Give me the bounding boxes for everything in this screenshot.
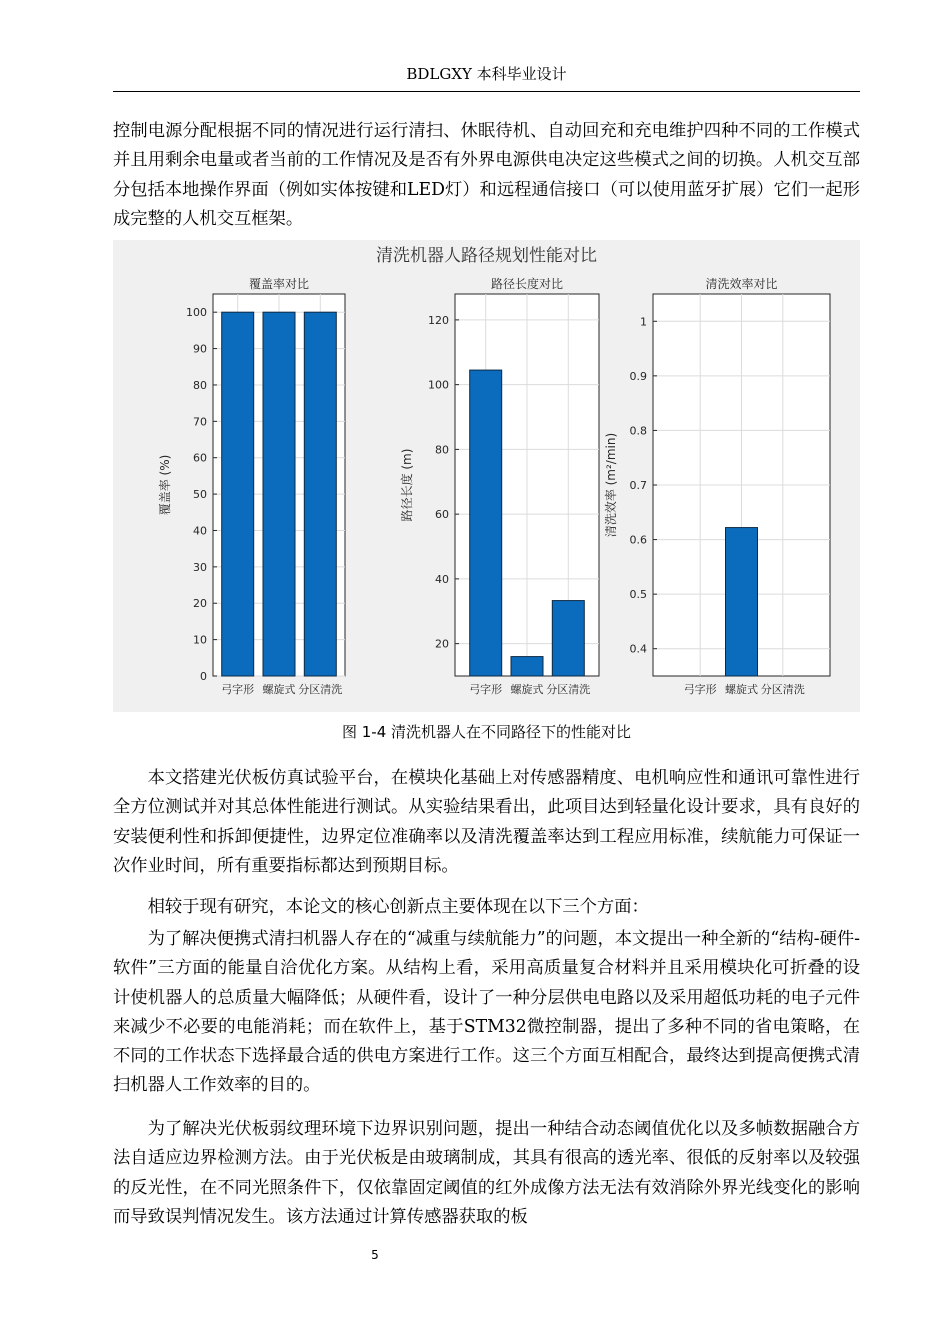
subplot-0-xtick-label-1: 螺旋式: [262, 683, 296, 696]
subplot-0-title: 覆盖率对比: [248, 277, 310, 291]
subplot-0-ytick-label-6: 60: [193, 451, 207, 465]
subplot-1-title: 路径长度对比: [490, 277, 564, 291]
chart-svg: [113, 240, 860, 712]
running-header: BDLGXY 本科毕业设计: [406, 65, 567, 83]
header-rule: [113, 91, 860, 92]
subplot-2-ytick-label-1: 0.5: [629, 588, 647, 602]
page-number: 5: [371, 1248, 379, 1262]
paragraph-2: 本文搭建光伏板仿真试验平台，在模块化基础上对传感器精度、电机响应性和通讯可靠性进行全方位测试并对其总体性能进行测试。从实验结果看出，此项目达到轻量化设计要求，具有良好的安装便利性和拆卸便捷性，边界定位准确率以及清洗覆盖率达到工程应用标准，续航能力可保证一次作业时间，所有重要指标都达到预期目标。: [113, 768, 860, 876]
chart-title: 清洗机器人路径规划性能对比: [376, 246, 597, 266]
subplot-2-xtick-label-2: 分区清洗: [760, 683, 805, 696]
subplot-0-ytick-label-4: 40: [193, 524, 207, 538]
subplot-2-xtick-label-1: 螺旋式: [725, 683, 758, 696]
subplot-1-bar-0: [470, 370, 502, 676]
subplot-2-ytick-label-4: 0.8: [629, 424, 647, 438]
subplot-2-ytick-label-3: 0.7: [629, 479, 647, 492]
subplot-2-ytick-label-2: 0.6: [629, 533, 647, 547]
subplot-1-bar-2: [552, 601, 584, 676]
subplot-1-xtick-label-0: 弓字形: [469, 683, 503, 696]
subplot-1-xtick-label-2: 分区清洗: [546, 683, 591, 696]
subplot-1-ytick-label-5: 120: [428, 313, 449, 327]
subplot-2-xtick-label-0: 弓字形: [683, 683, 717, 696]
paragraph-1: 控制电源分配根据不同的情况进行运行清扫、休眠待机、自动回充和充电维护四种不同的工作模式并且用剩余电量或者当前的工作情况及是否有外界电源供电决定这些模式之间的切换。人机交互部分包括本地操作界面（例如实体按键和LED灯）和远程通信接口（可以使用蓝牙扩展）它们一起形成完整的人机交互框架。: [113, 121, 860, 229]
subplot-0-ytick-label-7: 70: [193, 415, 207, 429]
figure-chart: [113, 240, 860, 712]
paragraph-3: 相较于现有研究，本论文的核心创新点主要体现在以下三个方面：: [147, 897, 649, 917]
subplot-2-ylabel: 清洗效率 (m²/min): [604, 432, 618, 538]
paragraph-5: 为了解决光伏板弱纹理环境下边界识别问题，提出一种结合动态阈值优化以及多帧数据融合方法自适应边界检测方法。由于光伏板是由玻璃制成，其具有很高的透光率、很低的反射率以及较强的反光性，在不同光照条件下，仅依靠固定阈值的红外成像方法无法有效消除外界光线变化的影响而导致误判情况发生。该方法通过计算传感器获取的板: [113, 1119, 860, 1227]
subplot-1-ytick-label-0: 20: [435, 637, 449, 651]
subplot-0-ytick-label-10: 100: [186, 306, 207, 320]
subplot-0-xtick-label-0: 弓字形: [221, 683, 255, 696]
subplot-1-ytick-label-3: 80: [435, 443, 449, 457]
subplot-0-ytick-label-0: 0: [200, 670, 207, 683]
subplot-2-title: 清洗效率对比: [705, 277, 778, 291]
subplot-2-ytick-label-5: 0.9: [629, 369, 647, 383]
subplot-2-ytick-label-6: 1: [640, 315, 647, 329]
subplot-1-ytick-label-2: 60: [435, 508, 449, 522]
subplot-0-bar-0: [222, 312, 254, 676]
paragraph-4: 为了解决便携式清扫机器人存在的“减重与续航能力”的问题，本文提出一种全新的“结构-硬件-软件”三方面的能量自洽优化方案。从结构上看，采用高质量复合材料并且采用模块化可折叠的设计使机器人的总质量大幅降低；从硬件看，设计了一种分层供电电路以及采用超低功耗的电子元件来减少不必要的电能消耗；而在软件上，基于STM32微控制器，提出了多种不同的省电策略，在不同的工作状态下选择最合适的供电方案进行工作。这三个方面互相配合，最终达到提高便携式清扫机器人工作效率的目的。: [113, 929, 860, 1096]
subplot-0-ytick-label-8: 80: [193, 378, 207, 392]
subplot-1-ylabel: 路径长度 (m): [400, 448, 414, 522]
subplot-0-ytick-label-3: 30: [193, 560, 207, 574]
subplot-0-ytick-label-5: 50: [193, 488, 207, 502]
subplot-2-bar-1: [726, 528, 758, 676]
subplot-2-ytick-label-0: 0.4: [629, 642, 647, 656]
subplot-0-ytick-label-2: 20: [193, 597, 207, 611]
subplot-1-bar-1: [511, 657, 543, 676]
subplot-0-bar-1: [263, 312, 295, 676]
subplot-1-xtick-label-1: 螺旋式: [510, 683, 544, 696]
subplot-0-ylabel: 覆盖率 (%): [158, 454, 172, 516]
subplot-0-xtick-label-2: 分区清洗: [298, 683, 343, 696]
subplot-1-ytick-label-4: 100: [428, 378, 449, 392]
subplot-0-ytick-label-1: 10: [193, 633, 207, 647]
subplot-1-ytick-label-1: 40: [435, 572, 449, 586]
subplot-0-ytick-label-9: 90: [193, 342, 207, 356]
figure-caption: 图 1-4 清洗机器人在不同路径下的性能对比: [341, 723, 632, 741]
subplot-0-bar-2: [304, 312, 336, 676]
